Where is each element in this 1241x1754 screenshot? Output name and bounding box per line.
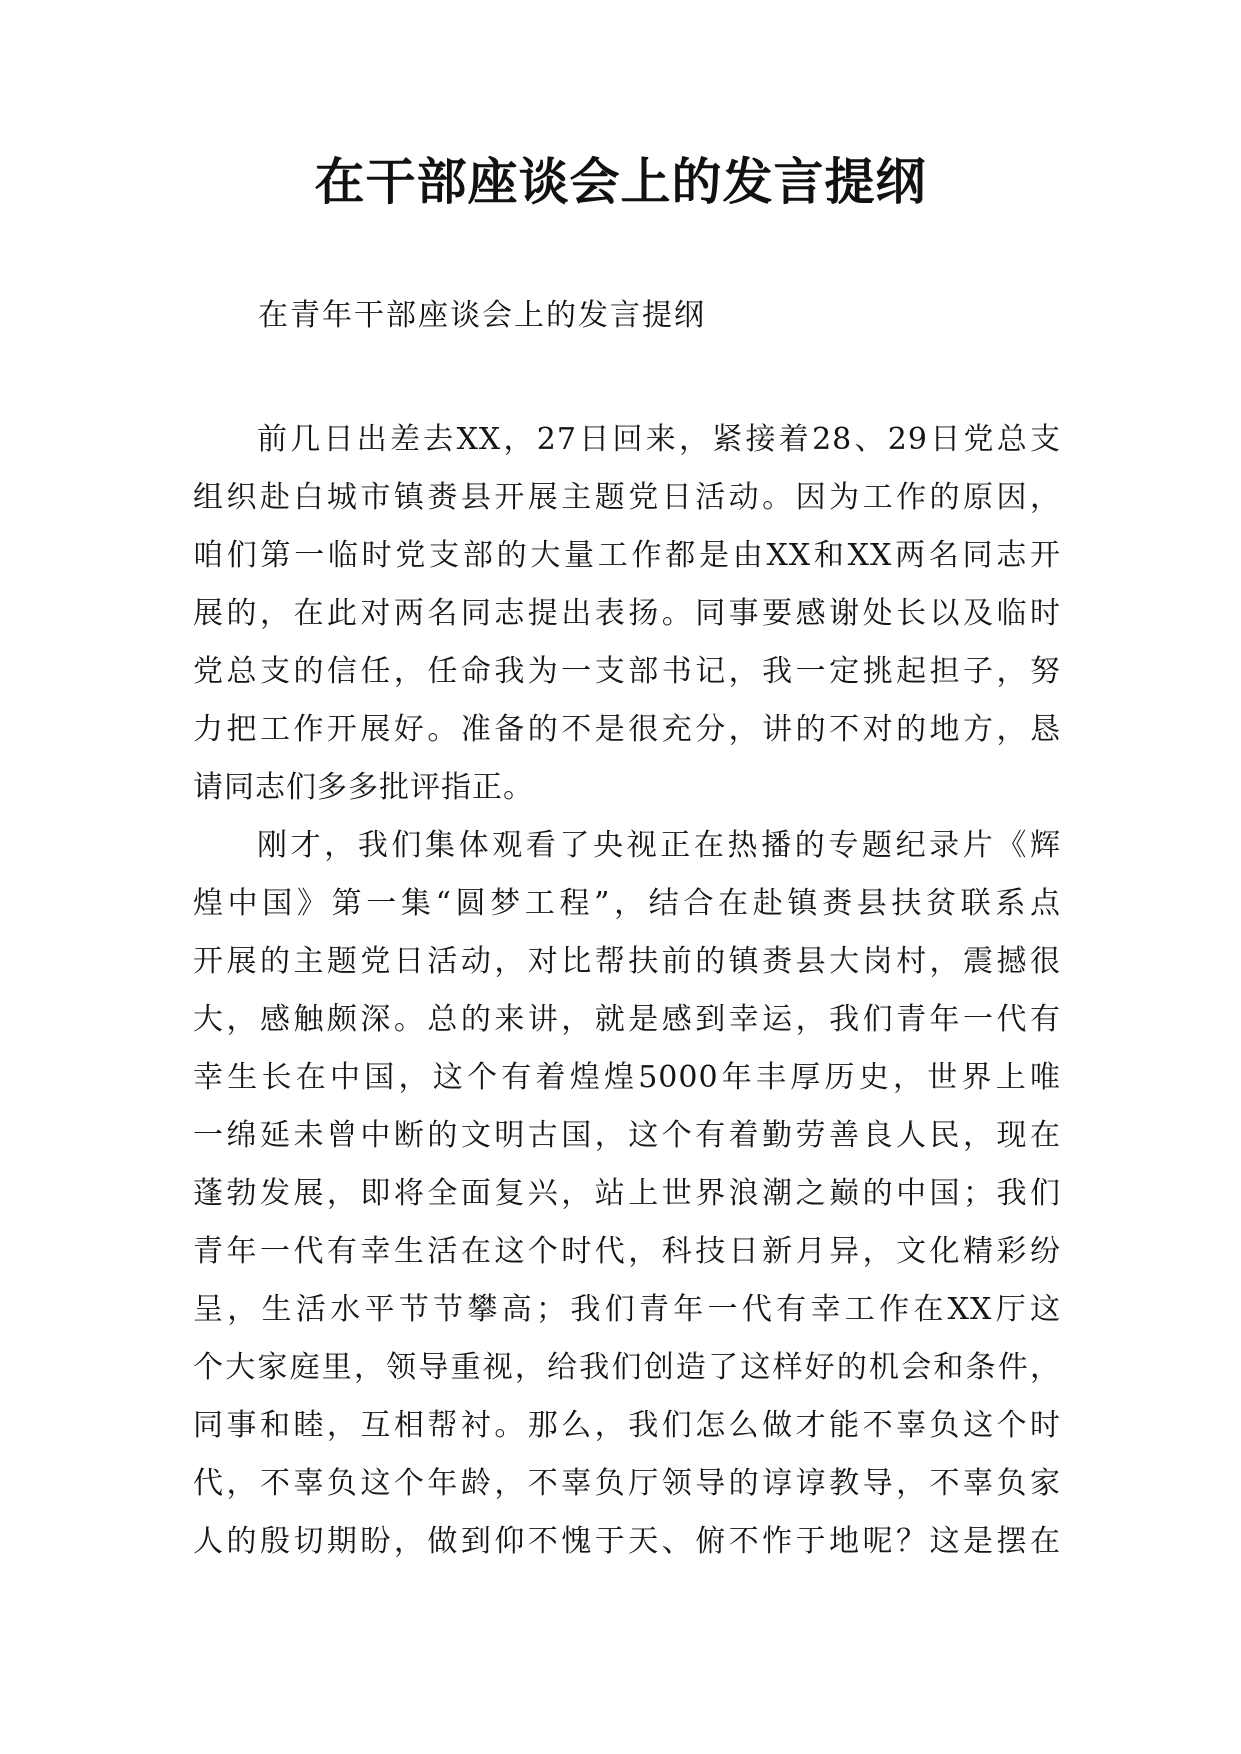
text-line: 刚才，我们集体观看了央视正在热播的专题纪录片《辉	[257, 828, 1061, 863]
text-line: 幸生长在中国，这个有着煌煌5000年丰厚历史，世界上唯	[193, 1060, 1061, 1095]
text-line: 组织赴白城市镇赉县开展主题党日活动。因为工作的原因，	[193, 480, 1061, 515]
paragraph-1	[193, 411, 1061, 817]
paragraph-2	[193, 817, 1061, 1571]
document-subtitle: 在青年干部座谈会上的发言提纲	[258, 298, 706, 333]
text-line: 个大家庭里，领导重视，给我们创造了这样好的机会和条件，	[193, 1350, 1061, 1385]
text-line: 呈，生活水平节节攀高；我们青年一代有幸工作在XX厅这	[193, 1292, 1061, 1327]
text-line: 党总支的信任，任命我为一支部书记，我一定挑起担子，努	[193, 654, 1061, 689]
text-line: 展的，在此对两名同志提出表扬。同事要感谢处长以及临时	[193, 596, 1061, 631]
document-body	[193, 411, 1061, 1571]
text-line: 力把工作开展好。准备的不是很充分，讲的不对的地方，恳	[193, 712, 1061, 747]
text-line: 咱们第一临时党支部的大量工作都是由XX和XX两名同志开	[193, 538, 1061, 573]
text-line: 煌中国》第一集“圆梦工程”，结合在赴镇赉县扶贫联系点	[193, 886, 1061, 921]
document-title: 在干部座谈会上的发言提纲	[314, 152, 927, 211]
text-line: 同事和睦，互相帮衬。那么，我们怎么做才能不辜负这个时	[193, 1408, 1061, 1443]
text-line: 请同志们多多批评指正。	[193, 770, 534, 805]
text-line: 一绵延未曾中断的文明古国，这个有着勤劳善良人民，现在	[193, 1118, 1061, 1153]
text-line: 开展的主题党日活动，对比帮扶前的镇赉县大岗村，震撼很	[193, 944, 1061, 979]
text-line: 人的殷切期盼，做到仰不愧于天、俯不怍于地呢？这是摆在	[193, 1524, 1061, 1559]
text-line: 大，感触颇深。总的来讲，就是感到幸运，我们青年一代有	[193, 1002, 1061, 1037]
text-line: 代，不辜负这个年龄，不辜负厅领导的谆谆教导，不辜负家	[193, 1466, 1061, 1501]
text-line: 蓬勃发展，即将全面复兴，站上世界浪潮之巅的中国；我们	[193, 1176, 1061, 1211]
text-line: 前几日出差去XX，27日回来，紧接着28、29日党总支	[257, 422, 1061, 457]
text-line: 青年一代有幸生活在这个时代，科技日新月异，文化精彩纷	[193, 1234, 1061, 1269]
